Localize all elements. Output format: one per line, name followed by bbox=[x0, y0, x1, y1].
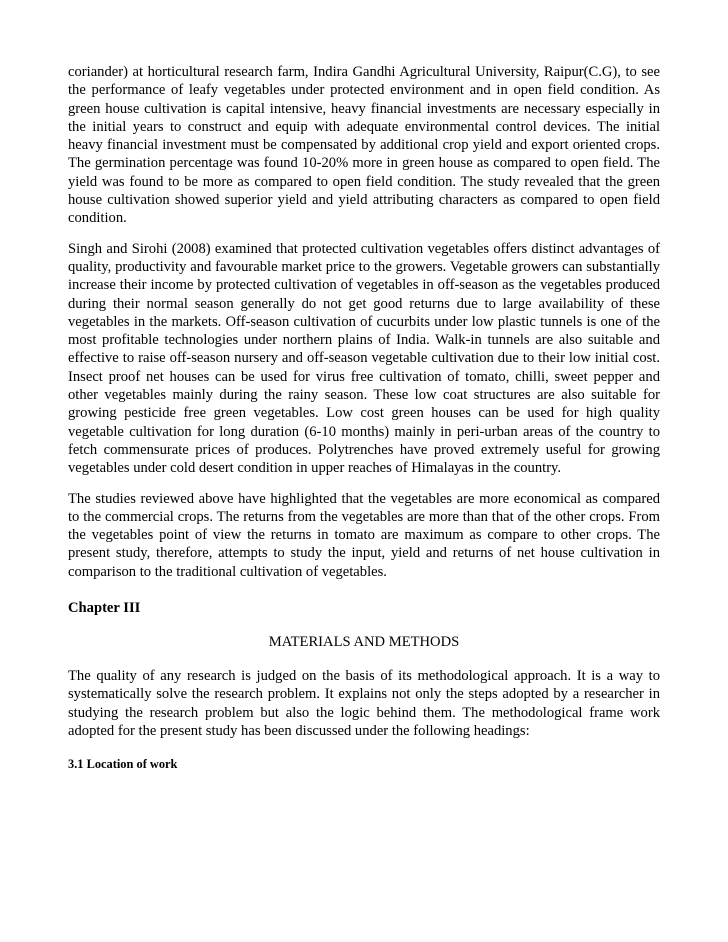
chapter-label: Chapter III bbox=[68, 600, 141, 617]
paragraph-greenhouse-study: coriander) at horticultural research farm, Indira Gandhi Agricultural University, Raipur(C.G), to see the performance of leafy vegetables under protected environment and in open field condition. As green house cultivation is capital intensive, heavy financial investments are necessary especially in the initial years to construct and equip with adequate environmental control devices. The initial heavy financial investment must be compensated by additional crop yield and export oriented crops. The germination percentage was found 10-20% more in green house as compared to open field. The yield was found to be more as compared to open field condition. The study revealed that the green house cultivation showed superior yield and yield attributing characters as compared to open field condition. bbox=[68, 64, 660, 227]
chapter-title: MATERIALS AND METHODS bbox=[268, 634, 460, 651]
document-page bbox=[68, 63, 660, 772]
paragraph-singh-sirohi: Singh and Sirohi (2008) examined that protected cultivation vegetables offers distinct advantages of quality, productivity and favourable market price to the growers. Vegetable growers can substantially increase their income by protected cultivation of vegetables in off-season as the vegetables produced during their normal season generally do not get good returns due to large availability of these vegetables in the markets. Off-season cultivation of cucurbits under low plastic tunnels is one of the most profitable technologies under northern plains of India. Walk-in tunnels are also suitable and effective to raise off-season nursery and off-season vegetable cultivation due to their low initial cost. Insect proof net houses can be used for virus free cultivation of tomato, chilli, sweet pepper and other vegetables mainly during the rainy season. These low coat structures are also suitable for growing pesticide free green vegetables. Low cost green houses can be used for high quality vegetable cultivation for long duration (6-10 months) mainly in peri-urban areas of the country to fetch commensurate prices of produces. Polytrenches have proved extremely useful for growing vegetables under cold desert condition in upper reaches of Himalayas in the country. bbox=[68, 240, 660, 477]
section-heading-location: 3.1 Location of work bbox=[68, 757, 178, 772]
paragraph-methodology: The quality of any research is judged on the basis of its methodological approach. It is a way to systematically solve the research problem. It explains not only the steps adopted by a researcher in studying the research problem but also the logic behind them. The methodological frame work adopted for the present study has been discussed under the following headings: bbox=[68, 668, 660, 739]
paragraph-review-summary: The studies reviewed above have highlighted that the vegetables are more economical as compared to the commercial crops. The returns from the vegetables are more than that of the other crops. From the vegetables point of view the returns in tomato are maximum as compare to other crops. The present study, therefore, attempts to study the input, yield and returns of net house cultivation in comparison to the traditional cultivation of vegetables. bbox=[68, 490, 660, 580]
